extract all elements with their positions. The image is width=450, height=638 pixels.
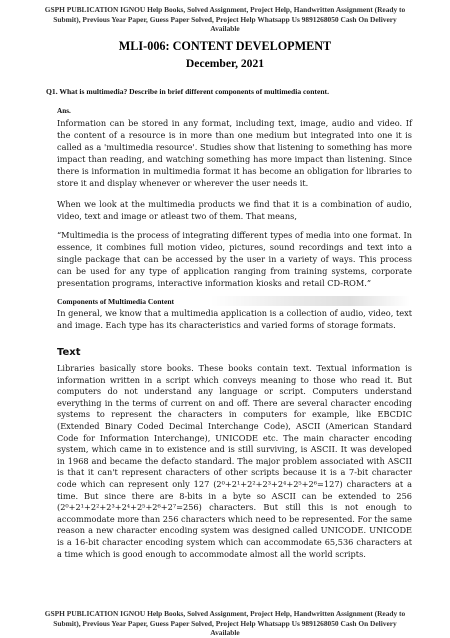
paragraph-4: Libraries basically store books. These books contain text. Textual information is information written in a script which conveys meaning to those who read it. But computers do not understand any language or script. Computers understand everything in the terms of current on and off. There are several character encoding systems to represent the characters in computers for example, like EBCDIC (Extended Binary Coded Decimal Interchange Code), ASCII (American Standard Code for Information Interchange), UNICODE etc. The main character encoding system, which came in to existence and is still surviving, is ASCII. It was developed in 1968 and became the defacto standard. The major problem associated with ASCII is that it can't represent characters of other scripts because it is a 7-bit character code which can represent only 127 (2⁰+2¹+2²+2³+2⁴+2⁵+2⁶=127) characters at a time. But since there are 8-bits in a byte so ASCII can be extended to 256 (2⁰+2¹+2²+2³+2⁴+2⁵+2⁶+2⁷=256) characters. But still this is not enough to accommodate more than 256 characters which need to be represented. For the same reason a new character encoding system was designed called UNICODE. UNICODE is a 16-bit character encoding system which can accommodate 65,536 characters at a time which is good enough to accommodate almost all the world scripts.	[57, 363, 412, 559]
course-title: MLI-006: CONTENT DEVELOPMENT	[118, 39, 332, 53]
components-heading: Components of Multimedia Content	[57, 297, 175, 306]
text-heading: Text	[57, 347, 81, 358]
session-date: December, 2021	[185, 57, 265, 70]
paragraph-3: In general, we know that a multimedia application is a collection of audio, video, text and image. Each type has its characteristics and varied forms of storage formats.	[57, 308, 412, 330]
page-header	[14, 5, 436, 34]
question-text: Q1. What is multimedia? Describe in brief different components of multimedia content.	[46, 87, 329, 96]
paragraph-1: Information can be stored in any format, including text, image, audio and video. If the content of a resource is in more than one medium but integrated into one it is called as a 'multimedia resource'. Studies show that listening to something has more impact than reading, and watching something has more impact than listening. Since there is information in multimedia format it has become an obligation for libraries to store it and display whenever or wherever the user needs it.	[57, 118, 412, 188]
footer-line-1: GSPH PUBLICATION IGNOU Help Books, Solved Assignment, Project Help, Handwritten Assignment (Ready to	[44, 609, 406, 618]
quote-paragraph: “Multimedia is the process of integrating different types of media into one format. In essence, it combines full motion video, pictures, sound recordings and text into a single package that can be accessed by the user in a variety of ways. This process can be used for any type of application ranging from training systems, corporate presentation programs, interactive information kiosks and retail CD-ROM.”	[57, 230, 412, 288]
footer-line-2: Submit), Previous Year Paper, Guess Paper Solved, Project Help Whatsapp Us 9891268050 Cash On Delivery	[53, 618, 397, 628]
scan-smudge	[210, 296, 410, 306]
paragraph-2: When we look at the multimedia products we find that it is a combination of audio, video, text and image or atleast two of them. That means,	[57, 199, 412, 221]
header-line-2: Submit), Previous Year Paper, Guess Paper Solved, Project Help Whatsapp Us 9891268050 Cash On Delivery	[53, 14, 397, 24]
page-footer	[14, 609, 436, 638]
footer-line-3: Available	[210, 628, 240, 638]
header-line-3: Available	[210, 24, 240, 34]
header-line-1: GSPH PUBLICATION IGNOU Help Books, Solved Assignment, Project Help, Handwritten Assignment (Ready to	[44, 5, 406, 14]
answer-label: Ans.	[57, 107, 71, 115]
